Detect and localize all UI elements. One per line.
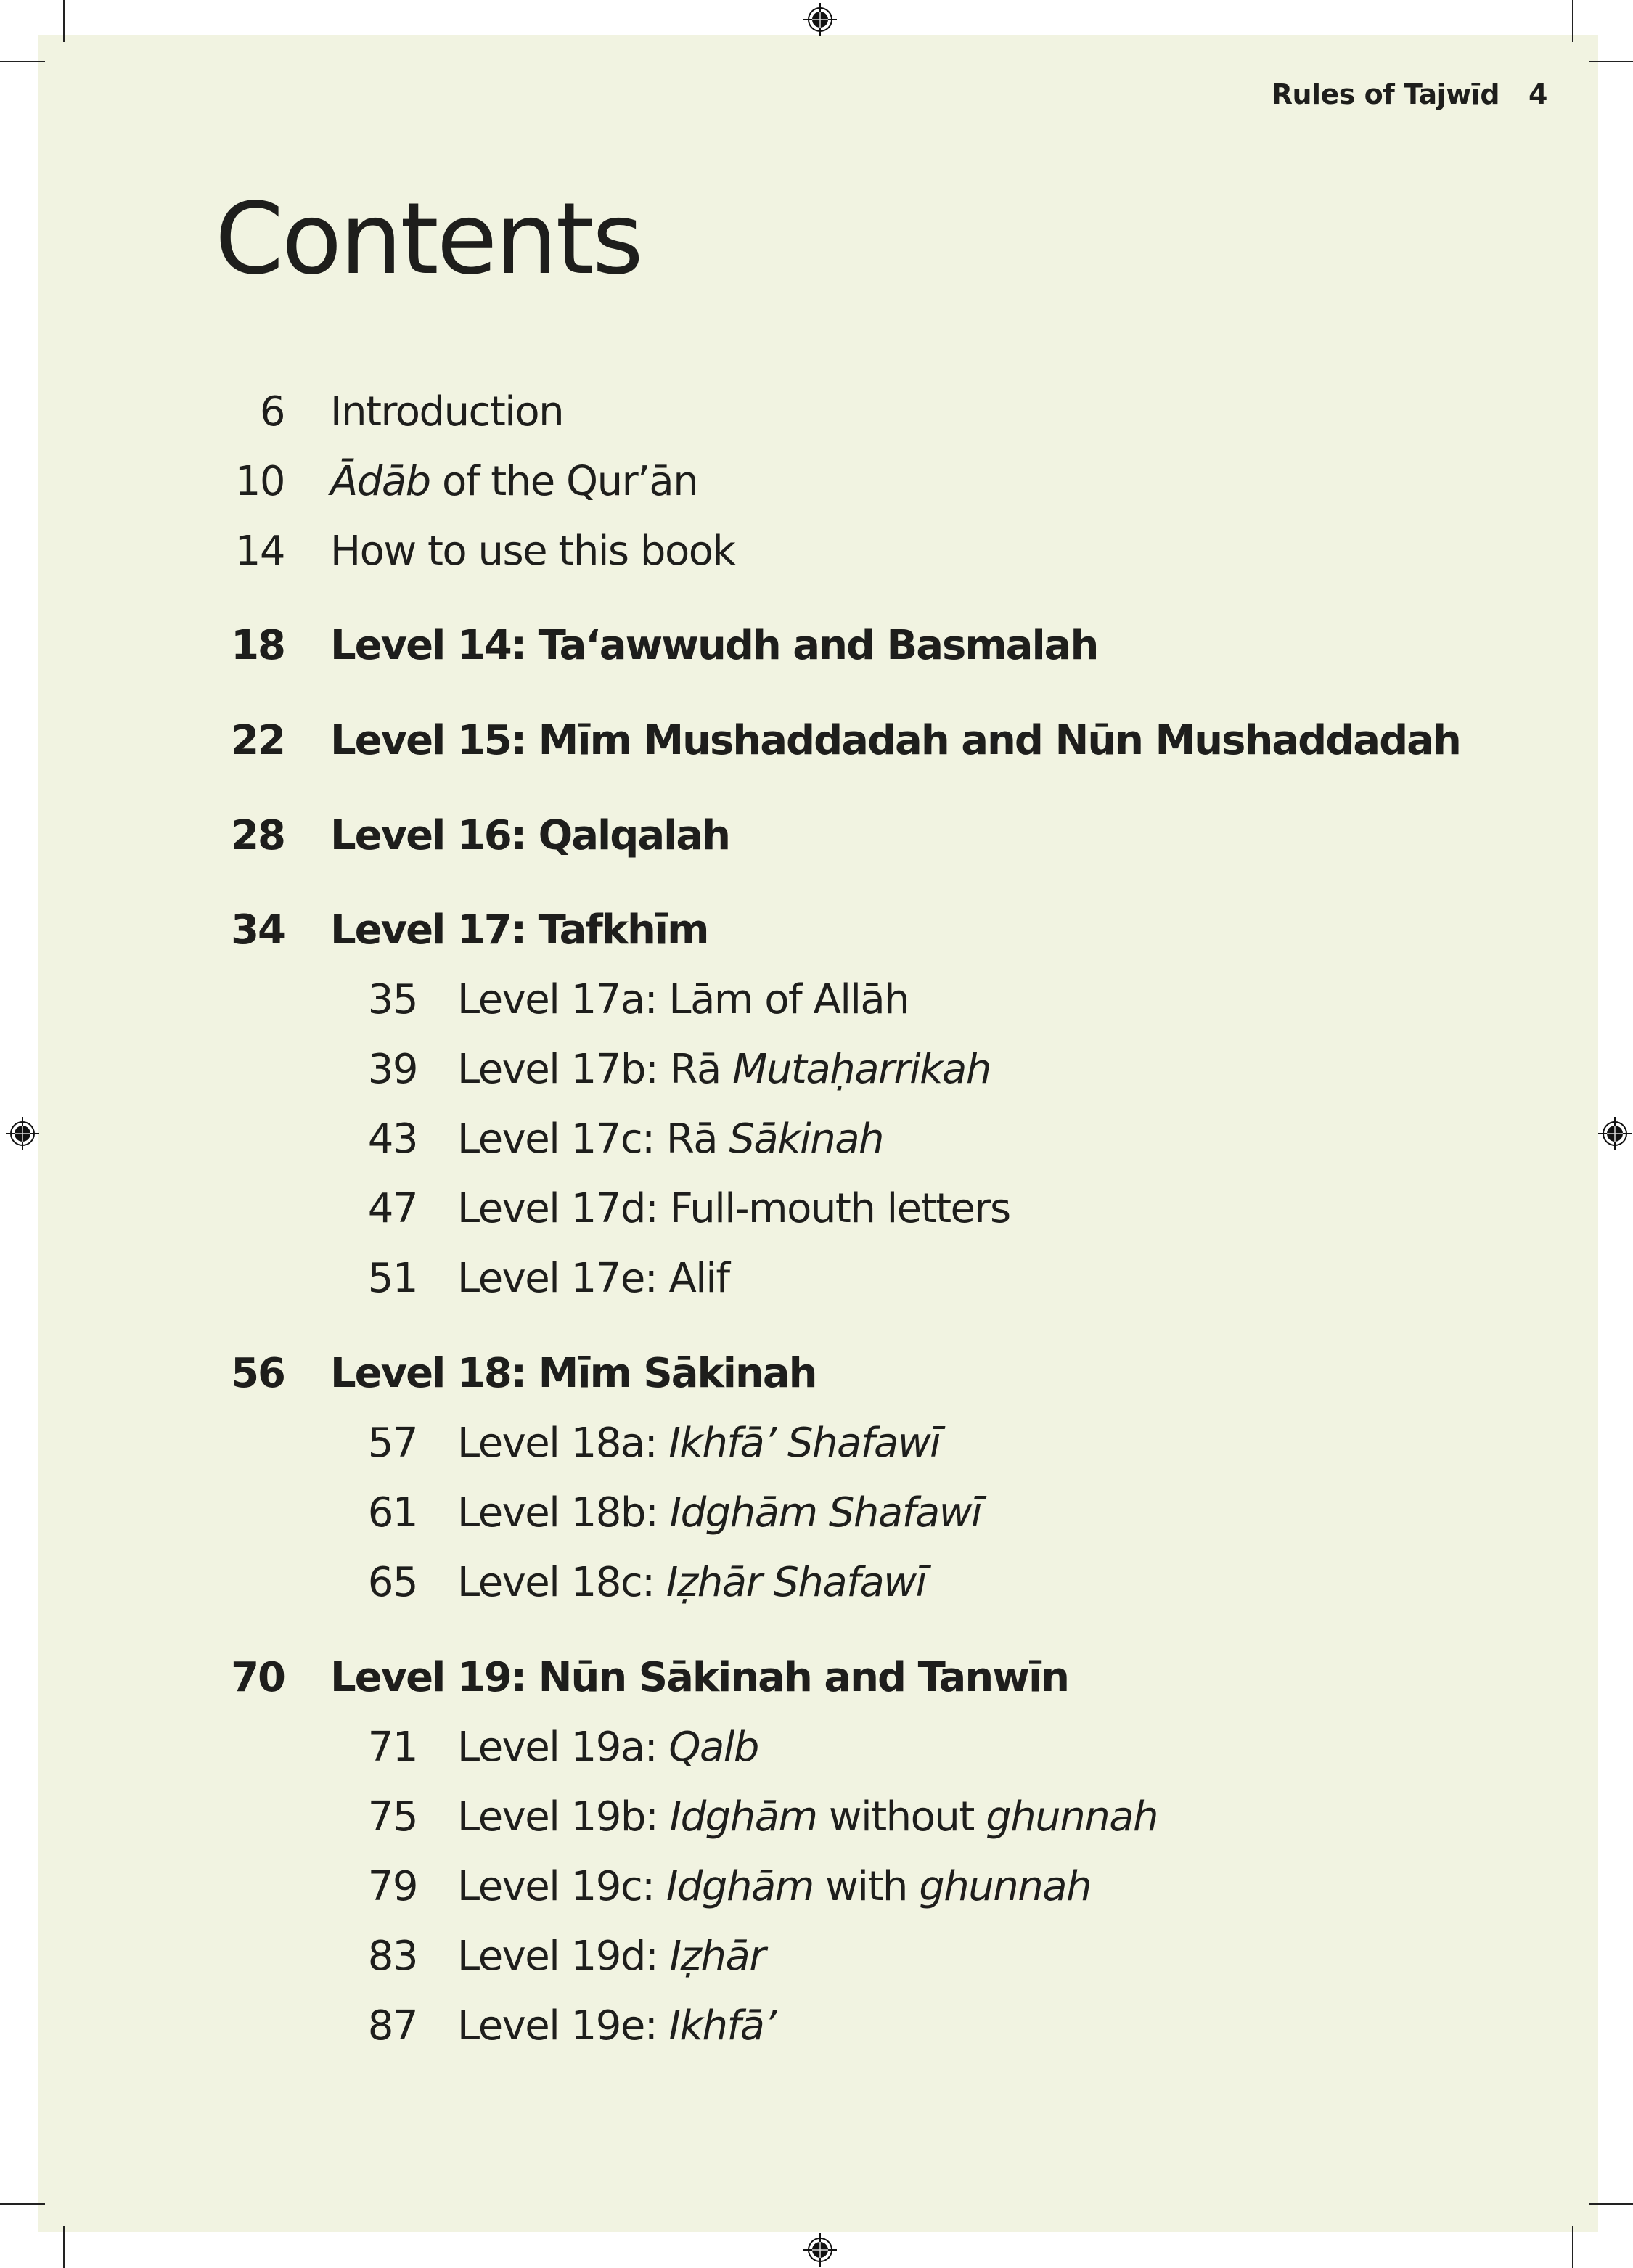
toc-page-number: 70 [231,1654,285,1701]
toc-entry[interactable] [0,812,729,859]
toc-page-number: 34 [231,906,285,954]
toc-entry[interactable] [0,388,564,435]
toc-page-number: 10 [234,458,285,505]
title-text: of the Qur’ān [430,458,698,505]
toc-page-number: 6 [259,388,285,435]
title-text: Level 19: Nūn Sākinah and Tanwīn [330,1654,1069,1701]
toc-entry-title [457,1933,765,1980]
italic-term: Ikhfā’ [668,2002,776,2050]
italic-term: Ikhfā’ Shafawī [668,1420,941,1467]
title-text: Level 19e: [457,2002,669,2050]
toc-page-number: 75 [367,1793,417,1841]
toc-entry-title [330,458,698,505]
toc-entry[interactable] [0,458,698,505]
toc-entry-title [457,1420,941,1467]
toc-entry-title [330,1654,1069,1701]
toc-entry-title [330,906,708,954]
title-text: Level 19a: [457,1724,669,1771]
toc-subentry[interactable] [0,1724,758,1771]
title-text: Level 14: Ta‘awwudh and Basmalah [330,622,1098,669]
title-text: Level 18c: [457,1559,666,1606]
title-text: Level 17: Tafkhīm [330,906,708,954]
toc-page-number: 39 [367,1046,417,1093]
toc-subentry[interactable] [0,2002,776,2050]
toc-entry-title [457,1046,991,1093]
toc-page-number: 79 [367,1863,417,1910]
toc-entry[interactable] [0,1350,816,1397]
toc-page-number: 28 [231,812,285,859]
title-text: Level 18b: [457,1489,670,1536]
toc-subentry[interactable] [0,1185,1010,1232]
toc-subentry[interactable] [0,1933,765,1980]
toc-page-number: 47 [367,1185,417,1232]
toc-subentry[interactable] [0,1489,982,1536]
toc-entry-title [457,1724,758,1771]
italic-term: Idghām Shafawī [669,1489,982,1536]
toc-page-number: 65 [367,1559,417,1606]
toc-page-number: 56 [231,1350,285,1397]
title-text: Level 17e: Alif [457,1255,729,1302]
title-text: with [813,1863,920,1910]
italic-term: Sākinah [729,1115,884,1163]
toc-entry-title [457,1863,1092,1910]
toc-entry-title [330,622,1098,669]
toc-entry-title [457,1559,926,1606]
toc-page-number: 71 [367,1724,417,1771]
toc-subentry[interactable] [0,1793,1158,1841]
title-text: Introduction [330,388,564,435]
italic-term: ghunnah [986,1793,1158,1841]
toc-page-number: 51 [367,1255,417,1302]
italic-term: Mutaḥarrikah [732,1046,991,1093]
title-text: Level 17c: Rā [457,1115,729,1163]
toc-entry[interactable] [0,528,735,575]
toc-subentry[interactable] [0,1559,926,1606]
italic-term: Idghām [666,1863,814,1910]
italic-term: Qalb [668,1724,758,1771]
toc-page-number: 22 [231,717,285,764]
toc-page-number: 18 [231,622,285,669]
folio-page-number: 4 [1528,78,1547,110]
toc-page-number: 14 [234,528,285,575]
title-text: Level 17d: Full-mouth letters [457,1185,1010,1232]
toc-entry[interactable] [0,1654,1069,1701]
italic-term: Ādāb [330,458,430,505]
title-text: Level 19d: [457,1933,670,1980]
toc-entry-title [457,1115,884,1163]
italic-term: Idghām [669,1793,817,1841]
toc-subentry[interactable] [0,1115,884,1163]
toc-entry-title [330,388,564,435]
toc-subentry[interactable] [0,976,909,1023]
toc-subentry[interactable] [0,1046,991,1093]
toc-entry-title [457,976,909,1023]
toc-entry-title [330,812,729,859]
toc-entry-title [330,528,735,575]
page-title: Contents [215,182,642,297]
toc-entry-title [330,717,1460,764]
toc-page-number: 61 [367,1489,417,1536]
title-text: Level 16: Qalqalah [330,812,729,859]
title-text: Level 19c: [457,1863,666,1910]
toc-page-number: 83 [367,1933,417,1980]
title-text: Level 19b: [457,1793,670,1841]
running-title: Rules of Tajwīd [1271,78,1500,110]
title-text: Level 18a: [457,1420,669,1467]
toc-entry-title [457,1255,729,1302]
title-text: Level 17a: Lām of Allāh [457,976,909,1023]
toc-entry[interactable] [0,717,1460,764]
italic-term: Iẓhār [669,1933,765,1980]
toc-entry[interactable] [0,622,1098,669]
toc-page-number: 35 [367,976,417,1023]
toc-subentry[interactable] [0,1420,941,1467]
toc-page-number: 43 [367,1115,417,1163]
title-text: How to use this book [330,528,735,575]
toc-subentry[interactable] [0,1255,729,1302]
toc-entry-title [457,1185,1010,1232]
toc-entry-title [457,2002,776,2050]
toc-entry-title [457,1489,982,1536]
title-text: Level 18: Mīm Sākinah [330,1350,816,1397]
title-text: without [816,1793,986,1841]
italic-term: Iẓhār Shafawī [666,1559,926,1606]
italic-term: ghunnah [919,1863,1092,1910]
title-text: Level 15: Mīm Mushaddadah and Nūn Mushaddadah [330,717,1460,764]
toc-entry-title [457,1793,1158,1841]
toc-entry[interactable] [0,906,708,954]
toc-subentry[interactable] [0,1863,1092,1910]
toc-page-number: 87 [367,2002,417,2050]
toc-page-number: 57 [367,1420,417,1467]
title-text: Level 17b: Rā [457,1046,733,1093]
toc-entry-title [330,1350,816,1397]
